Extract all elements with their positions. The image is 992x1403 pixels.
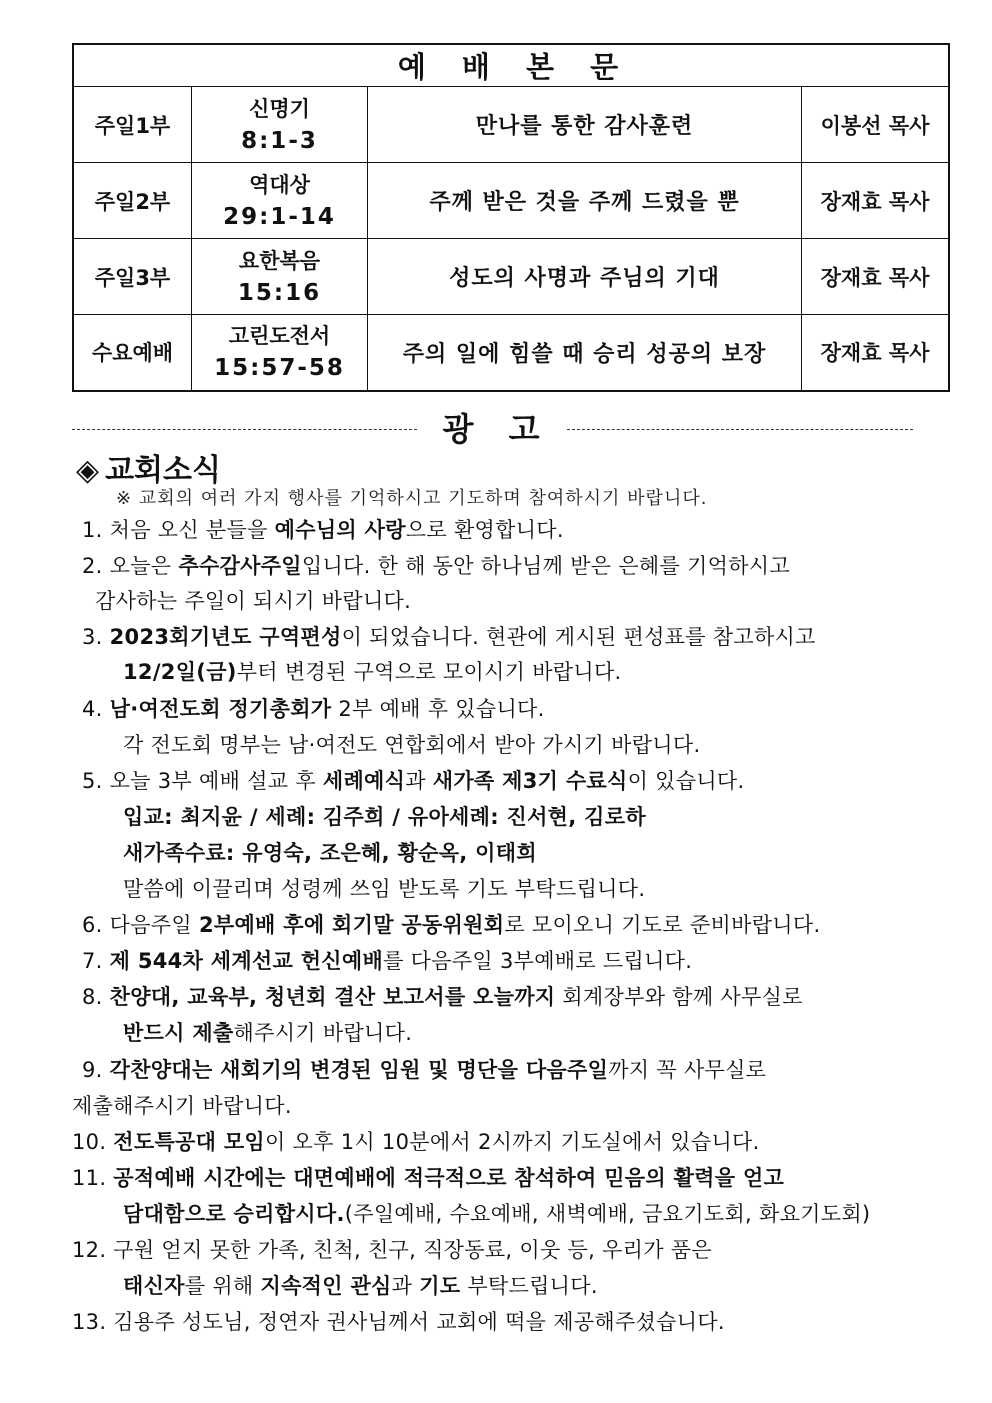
announcement-emphasis: 남·여전도회 정기총회가	[109, 697, 332, 721]
announcement-emphasis: 입교: 최지윤 / 세례: 김주희 / 유아세례: 진서현, 김로하	[123, 805, 646, 829]
announcement-text: 과	[391, 1274, 420, 1298]
service-name: 수요예배	[73, 315, 192, 391]
announcement-line	[82, 981, 803, 1011]
announcement-line	[82, 765, 744, 795]
announcement-text: 이 있습니다.	[627, 769, 745, 793]
announcement-text: 제출해주시기 바랍니다.	[72, 1094, 292, 1118]
announcement-text: 오늘은	[109, 554, 179, 578]
scripture-book: 요한복음	[238, 248, 321, 273]
church-news-title: 교회소식	[105, 453, 221, 488]
announcement-emphasis: 세례예식	[322, 769, 406, 793]
scripture	[192, 87, 368, 163]
sermon-title: 주의 일에 힘쓸 때 승리 성공의 보장	[368, 315, 802, 391]
announcement-number: 9.	[82, 1058, 110, 1082]
announcement-emphasis: 찬양대, 교육부, 청년회 결산 보고서를 오늘까지	[109, 985, 556, 1009]
diamond-icon: ◈	[76, 453, 100, 488]
announcement-text: 2부 예배 후 있습니다.	[331, 697, 545, 721]
scripture-ref: 29:1-14	[223, 203, 336, 230]
schedule-row	[73, 239, 949, 315]
scripture-ref: 15:57-58	[214, 355, 345, 382]
announcement-text: 다음주일	[109, 913, 199, 937]
announcement-text: 를 다음주일 3부예배로 드립니다.	[383, 949, 693, 973]
schedule-row	[73, 315, 949, 391]
announcement-number: 7.	[82, 949, 110, 973]
announcement-text: (주일예배, 수요예배, 새벽예배, 금요기도회, 화요기도회)	[344, 1202, 871, 1226]
preacher: 이봉선 목사	[802, 87, 950, 163]
announcement-text: 입니다. 한 해 동안 하나님께 받은 은혜를 기억하시고	[301, 554, 790, 578]
announcement-line	[123, 656, 622, 686]
schedule-row	[73, 87, 949, 163]
sermon-title: 주께 받은 것을 주께 드렸을 뿐	[368, 163, 802, 239]
announcement-text: 김용주 성도님, 정연자 권사님께서 교회에 떡을 제공해주셨습니다.	[113, 1310, 725, 1334]
announcement-line	[82, 909, 820, 939]
announcement-number: 8.	[82, 985, 110, 1009]
scripture-ref: 8:1-3	[241, 127, 318, 154]
scripture	[192, 239, 368, 315]
schedule-row	[73, 163, 949, 239]
announcement-line	[72, 1234, 712, 1264]
announcement-text: 부터 변경된 구역으로 모이시기 바랍니다.	[236, 660, 622, 684]
scripture	[192, 163, 368, 239]
announcement-line	[82, 621, 816, 651]
announcement-emphasis: 12/2일(금)	[123, 660, 237, 684]
announcement-number: 13.	[72, 1310, 114, 1334]
announcement-text: 로 모이오니 기도로 준비바랍니다.	[504, 913, 821, 937]
scripture-book: 고린도전서	[228, 324, 331, 349]
announcement-line	[123, 801, 646, 831]
announcement-line	[123, 1017, 412, 1047]
announcement-line	[72, 1090, 292, 1120]
announcement-line	[72, 1306, 725, 1336]
announcement-text: 해주시기 바랍니다.	[233, 1021, 413, 1045]
announcement-text: 처음 오신 분들을	[109, 518, 275, 542]
scripture-ref: 15:16	[237, 279, 322, 306]
announcement-text: 구원 얻지 못한 가족, 친척, 친구, 직장동료, 이웃 등, 우리가 품은	[113, 1238, 712, 1262]
announcement-number: 11.	[72, 1166, 114, 1190]
announcement-text: 각 전도회 명부는 남·여전도 연합회에서 받아 가시기 바랍니다.	[123, 733, 701, 757]
announcement-text: 감사하는 주일이 되시기 바랍니다.	[95, 589, 412, 613]
dashed-line-left	[72, 429, 417, 430]
announcement-text: 회계장부와 함께 사무실로	[555, 985, 803, 1009]
announcement-line	[95, 585, 411, 615]
announcement-emphasis: 반드시 제출	[123, 1021, 234, 1045]
announcement-text: 를 위해	[184, 1274, 261, 1298]
announcement-emphasis: 2부예배 후에 회기말 공동위원회	[198, 913, 505, 937]
announcement-emphasis: 공적예배 시간에는 대면예배에 적극적으로 참석하여 믿음의 활력을 얻고	[113, 1166, 785, 1190]
announcement-line	[123, 729, 700, 759]
announcement-number: 10.	[72, 1130, 114, 1154]
announcement-text: 오늘 3부 예배 설교 후	[109, 769, 323, 793]
announcement-text: 부탁드립니다.	[460, 1274, 598, 1298]
announcement-text: 과	[405, 769, 433, 793]
announcement-number: 5.	[82, 769, 110, 793]
announcement-text: 이 오후 1시 10분에서 2시까지 기도실에서 있습니다.	[265, 1130, 760, 1154]
scripture-book: 역대상	[249, 172, 310, 197]
announcement-emphasis: 2023회기년도 구역편성	[109, 625, 342, 649]
announcement-emphasis: 전도특공대 모임	[113, 1130, 265, 1154]
announcement-text: 까지 꼭 사무실로	[608, 1058, 767, 1082]
announcement-emphasis: 기도	[419, 1274, 461, 1298]
announcement-number: 1.	[82, 518, 110, 542]
service-name: 주일1부	[73, 87, 192, 163]
church-news-heading	[76, 445, 221, 489]
announcement-emphasis: 제 544차 세계선교 헌신예배	[109, 949, 384, 973]
announcement-text: 말씀에 이끌리며 성령께 쓰임 받도록 기도 부탁드립니다.	[123, 877, 646, 901]
announcement-line	[82, 1054, 766, 1084]
announcement-emphasis: 각찬양대는 새회기의 변경된 임원 및 명단을 다음주일	[109, 1058, 609, 1082]
sermon-title: 성도의 사명과 주님의 기대	[368, 239, 802, 315]
preacher: 장재효 목사	[802, 315, 950, 391]
announcement-line	[123, 837, 537, 867]
announcement-text: 이 되었습니다. 현관에 게시된 편성표를 참고하시고	[341, 625, 816, 649]
service-name: 주일3부	[73, 239, 192, 315]
announcement-text: 으로 환영합니다.	[405, 518, 564, 542]
announcement-line	[82, 693, 545, 723]
announcement-number: 2.	[82, 554, 110, 578]
ads-title: 광 고	[442, 410, 542, 448]
announcement-number: 4.	[82, 697, 110, 721]
announcement-emphasis: 새가족수료: 유영숙, 조은혜, 황순옥, 이태희	[123, 841, 537, 865]
church-news-note: ※ 교회의 여러 가지 행사를 기억하시고 기도하며 참여하시기 바랍니다.	[116, 488, 708, 509]
dashed-line-right	[567, 429, 913, 430]
scripture-book: 신명기	[249, 96, 310, 121]
announcement-emphasis: 예수님의 사랑	[274, 518, 406, 542]
preacher: 장재효 목사	[802, 239, 950, 315]
announcement-number: 6.	[82, 913, 110, 937]
announcement-line	[82, 550, 790, 580]
ads-divider	[72, 408, 913, 450]
announcement-line	[123, 873, 645, 903]
schedule-title: 예 배 본 문	[73, 44, 949, 87]
announcement-line	[82, 514, 564, 544]
announcement-line	[72, 1126, 760, 1156]
announcement-emphasis: 추수감사주일	[178, 554, 302, 578]
worship-schedule-table	[72, 43, 950, 392]
announcement-line	[82, 945, 692, 975]
announcement-line	[72, 1162, 784, 1192]
announcement-emphasis: 태신자	[123, 1274, 185, 1298]
announcement-emphasis: 지속적인 관심	[260, 1274, 392, 1298]
sermon-title: 만나를 통한 감사훈련	[368, 87, 802, 163]
service-name: 주일2부	[73, 163, 192, 239]
announcement-number: 12.	[72, 1238, 114, 1262]
announcement-line	[123, 1270, 598, 1300]
scripture	[192, 315, 368, 391]
announcement-emphasis: 새가족 제3기 수료식	[432, 769, 628, 793]
announcement-emphasis: 담대함으로 승리합시다.	[123, 1202, 345, 1226]
announcement-line	[123, 1198, 870, 1228]
announcement-number: 3.	[82, 625, 110, 649]
preacher: 장재효 목사	[802, 163, 950, 239]
